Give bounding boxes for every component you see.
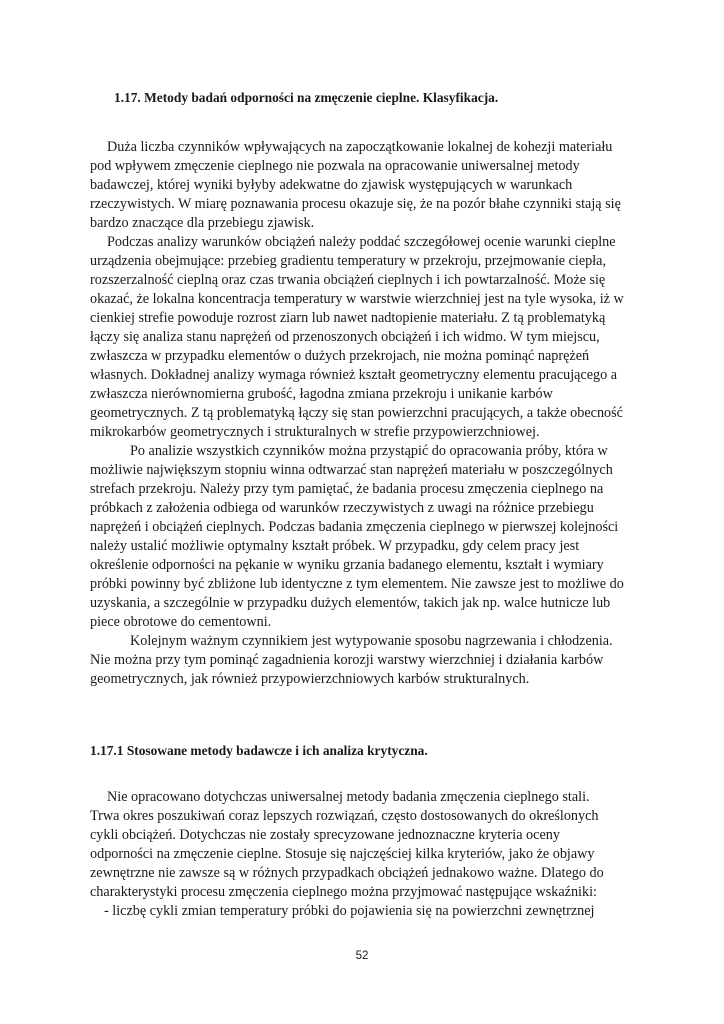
- body-line: rozszerzalność cieplną oraz czas trwania obciążeń cieplnych i ich powtarzalność. Może się: [90, 272, 606, 288]
- body-line: badawczej, której wyniki byłyby adekwatne do zjawisk występujących w warunkach: [90, 177, 573, 193]
- body-line: odporności na zmęczenie cieplne. Stosuje się najczęściej kilka kryteriów, jako że objawy: [90, 846, 595, 862]
- section-heading: 1.17. Metody badań odporności na zmęczenie cieplne. Klasyfikacja.: [114, 90, 499, 105]
- body-line: Nie można przy tym pominąć zagadnienia korozji warstwy wierzchniej i działania karbów: [90, 652, 604, 668]
- body-line: geometrycznych. Z tą problematyką łączy się stan powierzchni pracujących, a także obecność: [90, 405, 623, 421]
- body-line: Po analizie wszystkich czynników można przystąpić do opracowania próby, która w: [130, 443, 608, 459]
- body-line: geometrycznych, jak również przypowierzchniowych karbów strukturalnych.: [90, 671, 530, 687]
- body-line: Podczas analizy warunków obciążeń należy poddać szczegółowej ocenie warunki cieplne: [107, 234, 616, 250]
- body-line: zewnętrzne nie zawsze są w różnych przypadkach obciążeń jednakowo ważne. Dlatego do: [90, 865, 604, 881]
- body-line: próbkach z założenia odbiega od warunków rzeczywistych z uwagi na różnice przebiegu: [90, 500, 594, 516]
- body-line: zwłaszcza w przypadku elementów o dużych przekrojach, nie można pominąć naprężeń: [90, 348, 590, 364]
- body-line: pod wpływem zmęczenie cieplnego nie pozwala na opracowanie uniwersalnej metody: [90, 158, 580, 174]
- body-line: naprężeń i obciążeń cieplnych. Podczas badania zmęczenia cieplnego w pierwszej kolejności: [90, 519, 619, 535]
- body-line: Duża liczba czynników wpływających na zapoczątkowanie lokalnej de kohezji materiału: [107, 139, 613, 155]
- body-line: własnych. Dokładnej analizy wymaga również kształt geometryczny elementu pracującego a: [90, 367, 618, 383]
- body-line: urządzenia obejmujące: przebieg gradientu temperatury w przekroju, przejmowanie ciepła,: [90, 253, 607, 269]
- body-line: Kolejnym ważnym czynnikiem jest wytypowanie sposobu nagrzewania i chłodzenia.: [130, 633, 613, 649]
- body-line: łączy się analiza stanu naprężeń od przenoszonych obciążeń i ich widmo. W tym miejscu,: [90, 329, 600, 345]
- body-line: próbki powinny być zbliżone lub identyczne z tym elementem. Nie zawsze jest to możliwe do: [90, 576, 624, 592]
- body-line: cykli obciążeń. Dotychczas nie zostały sprecyzowane jednoznaczne kryteria oceny: [90, 827, 560, 843]
- body-line: mikrokarbów geometrycznych i strukturalnych w strefie przypowierzchniowej.: [90, 424, 540, 440]
- body-line: piece obrotowe do cementowni.: [90, 614, 272, 630]
- body-line: zwłaszcza nierównomierna grubość, łagodna zmiana przekroju i unikanie karbów: [90, 386, 553, 402]
- body-line: należy ustalić możliwie optymalny kształt próbek. W przypadku, gdy celem pracy jest: [90, 538, 580, 554]
- subsection-heading: 1.17.1 Stosowane metody badawcze i ich analiza krytyczna.: [90, 743, 428, 758]
- body-line: uzyskania, a szczególnie w przypadku dużych elementów, takich jak np. walce hutnicze lub: [90, 595, 611, 611]
- body-line: okazać, że lokalna koncentracja temperatury w warstwie wierzchniej jest na tyle wysoka, iż w: [90, 291, 624, 307]
- body-line: charakterystyki procesu zmęczenia cieplnego można przyjmować następujące wskaźniki:: [90, 884, 597, 900]
- body-line: Nie opracowano dotychczas uniwersalnej metody badania zmęczenia cieplnego stali.: [107, 789, 590, 805]
- body-line: strefach przekroju. Należy przy tym pamiętać, że badania procesu zmęczenia cieplnego na: [90, 481, 604, 497]
- page-number: 52: [355, 950, 369, 962]
- body-line: Trwa okres poszukiwań coraz lepszych rozwiązań, często dostosowanych do określonych: [90, 808, 599, 824]
- body-line: określenie odporności na pękanie w wyniku grzania badanego elementu, kształt i wymiary: [90, 557, 604, 573]
- body-line: bardzo znaczące dla przebiegu zjawisk.: [90, 215, 315, 231]
- body-line: cienkiej strefie powoduje rozrost ziarn lub nawet nadtopienie materiału. Z tą problematyką: [90, 310, 606, 326]
- list-item: - liczbę cykli zmian temperatury próbki do pojawienia się na powierzchni zewnętrznej: [104, 903, 595, 919]
- body-line: możliwie największym stopniu winna odtwarzać stan naprężeń materiału w poszczególnych: [90, 462, 613, 478]
- body-line: rzeczywistych. W miarę poznawania procesu okazuje się, że na pozór błahe czynniki stają się: [90, 196, 621, 212]
